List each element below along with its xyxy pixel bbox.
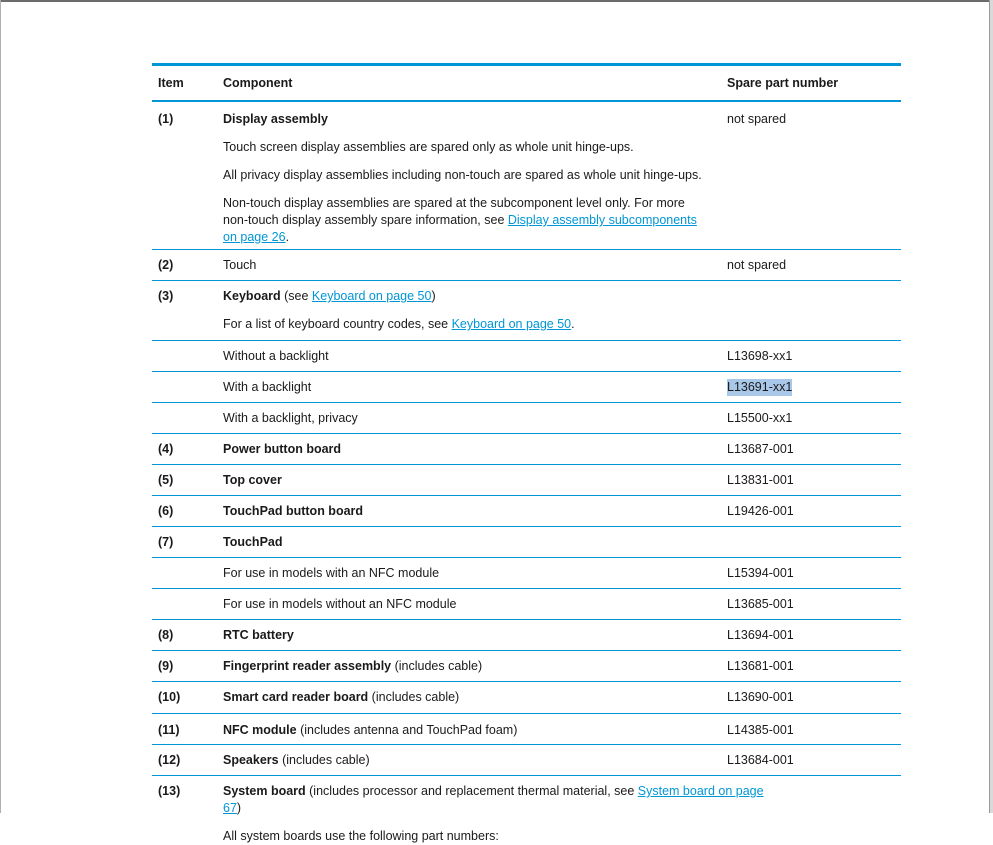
component-name: Keyboard	[223, 289, 281, 303]
component-note: All system boards use the following part numbers:	[223, 829, 499, 843]
item-number: (12)	[158, 753, 181, 767]
component-cell	[223, 288, 713, 333]
component-name: Display assembly	[223, 112, 328, 126]
item-number: (6)	[158, 504, 174, 518]
component-text: (includes cable)	[278, 753, 370, 767]
spare-part-number: L19426-001	[727, 504, 794, 518]
page-edge-right	[989, 0, 990, 813]
component-name: For use in models without an NFC module	[223, 597, 457, 611]
item-number: (5)	[158, 473, 174, 487]
item-number: (1)	[158, 112, 174, 126]
component-name: With a backlight	[223, 380, 312, 394]
table-row	[152, 527, 901, 558]
table-row	[152, 434, 901, 465]
spare-part-number: L13681-001	[727, 659, 794, 673]
link-keyboard[interactable]: Keyboard on page 50	[311, 289, 432, 303]
table-row	[152, 372, 901, 403]
component-name: Without a backlight	[223, 349, 329, 363]
table-header-row	[152, 66, 901, 102]
component-text: (includes antenna and TouchPad foam)	[296, 723, 518, 737]
component-name: TouchPad button board	[223, 504, 364, 518]
header-item: Item	[158, 76, 184, 90]
component-note	[223, 316, 713, 333]
component-name: System board	[223, 784, 306, 798]
component-heading	[223, 783, 783, 817]
spare-part-number-selected[interactable]: L13691-xx1	[727, 380, 793, 394]
component-note: All privacy display assemblies including non-touch are spared as whole unit hinge-ups.	[223, 168, 702, 182]
component-note: Touch screen display assemblies are spared only as whole unit hinge-ups.	[223, 140, 634, 154]
spare-part-number: not spared	[727, 258, 787, 272]
component-cell	[223, 783, 783, 845]
component-name: For use in models with an NFC module	[223, 566, 440, 580]
component-heading	[223, 288, 713, 305]
component-text: (includes cable)	[368, 690, 460, 704]
component-name: Smart card reader board	[223, 690, 369, 704]
table-row	[152, 745, 901, 776]
link-keyboard[interactable]: Keyboard on page 50	[451, 317, 572, 331]
table-row	[152, 341, 901, 372]
spare-part-number: L13694-001	[727, 628, 794, 642]
spare-parts-table	[152, 63, 901, 843]
item-number: (8)	[158, 628, 174, 642]
spare-part-number: L14385-001	[727, 723, 794, 737]
component-cell	[223, 111, 713, 246]
component-name: Touch	[223, 258, 257, 272]
component-cell	[223, 752, 713, 769]
component-name: Power button board	[223, 442, 342, 456]
note-text: Non-touch display assemblies are spared at the subcomponent level only. For more non-touch display assembly spare information, see	[223, 196, 685, 227]
component-name: TouchPad	[223, 535, 283, 549]
component-text: (includes cable)	[391, 659, 483, 673]
spare-part-number: not spared	[727, 112, 787, 126]
table-row	[152, 102, 901, 250]
component-cell	[223, 658, 713, 675]
spare-part-number: L13685-001	[727, 597, 794, 611]
item-number: (13)	[158, 784, 181, 798]
component-name: Speakers	[223, 753, 279, 767]
component-text: )	[431, 289, 436, 303]
spare-part-number: L13687-001	[727, 442, 794, 456]
component-name: RTC battery	[223, 628, 294, 642]
header-spare-part-number: Spare part number	[727, 76, 839, 90]
table-row	[152, 403, 901, 434]
link-system-board[interactable]: System board on page 67	[223, 784, 764, 815]
item-number: (9)	[158, 659, 174, 673]
table-row	[152, 776, 901, 843]
spare-part-number: L15394-001	[727, 566, 794, 580]
spare-part-number: L13698-xx1	[727, 349, 793, 363]
component-cell	[223, 722, 713, 739]
table-row	[152, 620, 901, 651]
component-text: )	[236, 801, 242, 815]
table-row	[152, 558, 901, 589]
component-text: (includes processor and replacement thermal material, see	[305, 784, 638, 798]
component-name: Top cover	[223, 473, 282, 487]
table-row	[152, 496, 901, 527]
component-name: NFC module	[223, 723, 297, 737]
item-number: (2)	[158, 258, 174, 272]
component-cell	[223, 689, 713, 706]
table-row	[152, 250, 901, 281]
item-number: (11)	[158, 723, 180, 737]
table-row	[152, 281, 901, 341]
table-row	[152, 714, 901, 745]
component-text: (see	[280, 289, 312, 303]
item-number: (3)	[158, 289, 174, 303]
table-row	[152, 651, 901, 682]
component-note	[223, 195, 711, 246]
item-number: (7)	[158, 535, 174, 549]
item-number: (4)	[158, 442, 174, 456]
component-name: Fingerprint reader assembly	[223, 659, 392, 673]
note-end: .	[571, 317, 575, 331]
header-component: Component	[223, 76, 293, 90]
note-end: .	[285, 230, 290, 244]
note-text: For a list of keyboard country codes, see	[223, 317, 452, 331]
spare-part-number: L13831-001	[727, 473, 794, 487]
link-display-assembly-subcomponents[interactable]: Display assembly subcomponents on page 26	[223, 213, 697, 244]
item-number: (10)	[158, 690, 181, 704]
spare-part-number: L13690-001	[727, 690, 794, 704]
viewer-top-border	[0, 0, 993, 2]
table-row	[152, 589, 901, 620]
page-edge-left	[0, 0, 1, 813]
component-name: With a backlight, privacy	[223, 411, 358, 425]
spare-part-number: L13684-001	[727, 753, 794, 767]
table-row	[152, 682, 901, 714]
table-row	[152, 465, 901, 496]
spare-part-number: L15500-xx1	[727, 411, 793, 425]
